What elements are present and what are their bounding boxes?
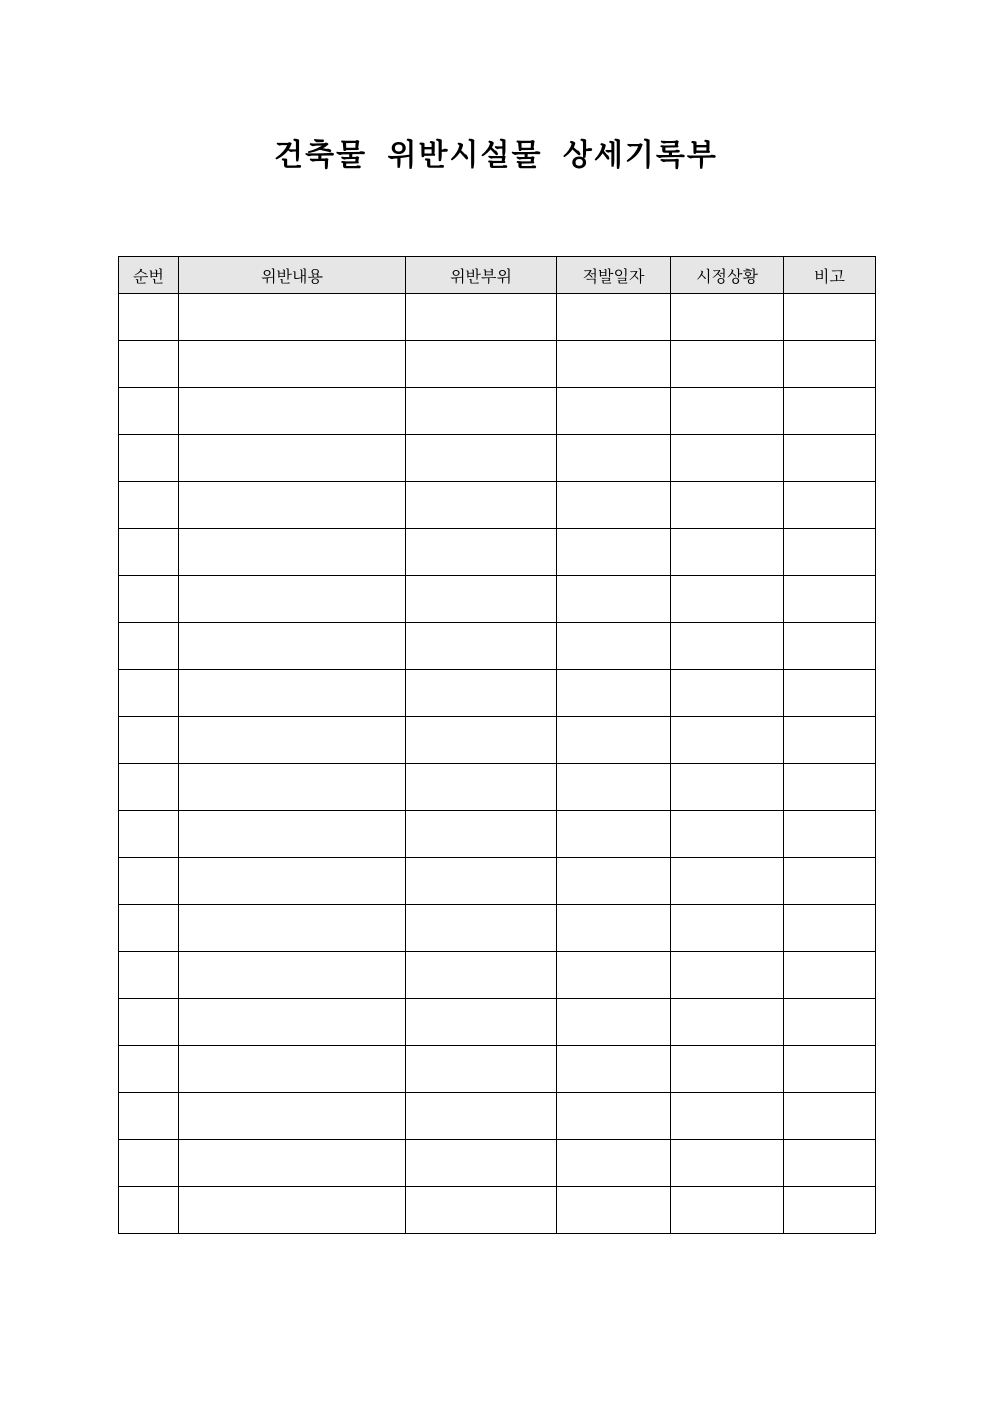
cell-remarks[interactable]: [784, 1046, 876, 1093]
table-row: [119, 529, 876, 576]
cell-number[interactable]: [119, 670, 179, 717]
cell-remarks[interactable]: [784, 717, 876, 764]
table-row: [119, 1140, 876, 1187]
cell-violation-content[interactable]: [179, 999, 406, 1046]
cell-detection-date[interactable]: [557, 341, 671, 388]
cell-violation-content[interactable]: [179, 1046, 406, 1093]
cell-detection-date[interactable]: [557, 388, 671, 435]
cell-violation-location[interactable]: [406, 811, 557, 858]
cell-correction-status[interactable]: [671, 1187, 784, 1234]
cell-remarks[interactable]: [784, 811, 876, 858]
cell-number[interactable]: [119, 717, 179, 764]
cell-remarks[interactable]: [784, 388, 876, 435]
cell-violation-location[interactable]: [406, 670, 557, 717]
cell-violation-content[interactable]: [179, 764, 406, 811]
cell-violation-content[interactable]: [179, 388, 406, 435]
cell-number[interactable]: [119, 388, 179, 435]
cell-number[interactable]: [119, 294, 179, 341]
header-correction-status: 시정상황: [671, 257, 784, 294]
cell-detection-date[interactable]: [557, 1187, 671, 1234]
cell-correction-status[interactable]: [671, 952, 784, 999]
cell-remarks[interactable]: [784, 1187, 876, 1234]
cell-violation-content[interactable]: [179, 1140, 406, 1187]
cell-violation-content[interactable]: [179, 529, 406, 576]
cell-violation-content[interactable]: [179, 1093, 406, 1140]
cell-correction-status[interactable]: [671, 294, 784, 341]
cell-violation-location[interactable]: [406, 341, 557, 388]
cell-violation-content[interactable]: [179, 717, 406, 764]
cell-violation-content[interactable]: [179, 905, 406, 952]
cell-number[interactable]: [119, 1093, 179, 1140]
cell-detection-date[interactable]: [557, 623, 671, 670]
cell-detection-date[interactable]: [557, 529, 671, 576]
cell-detection-date[interactable]: [557, 1140, 671, 1187]
cell-violation-location[interactable]: [406, 1093, 557, 1140]
cell-violation-location[interactable]: [406, 764, 557, 811]
cell-violation-location[interactable]: [406, 952, 557, 999]
table-row: [119, 858, 876, 905]
table-row: [119, 482, 876, 529]
table-row: [119, 764, 876, 811]
cell-violation-location[interactable]: [406, 1046, 557, 1093]
cell-detection-date[interactable]: [557, 670, 671, 717]
cell-correction-status[interactable]: [671, 811, 784, 858]
cell-remarks[interactable]: [784, 905, 876, 952]
cell-number[interactable]: [119, 811, 179, 858]
cell-number[interactable]: [119, 576, 179, 623]
cell-remarks[interactable]: [784, 1140, 876, 1187]
cell-correction-status[interactable]: [671, 999, 784, 1046]
cell-violation-location[interactable]: [406, 529, 557, 576]
cell-violation-content[interactable]: [179, 670, 406, 717]
table-body: [119, 294, 876, 1234]
table-row: [119, 811, 876, 858]
table-row: [119, 435, 876, 482]
cell-number[interactable]: [119, 764, 179, 811]
cell-correction-status[interactable]: [671, 1093, 784, 1140]
cell-remarks[interactable]: [784, 623, 876, 670]
cell-violation-location[interactable]: [406, 576, 557, 623]
cell-violation-location[interactable]: [406, 905, 557, 952]
header-number: 순번: [119, 257, 179, 294]
cell-violation-content[interactable]: [179, 952, 406, 999]
cell-correction-status[interactable]: [671, 529, 784, 576]
cell-remarks[interactable]: [784, 999, 876, 1046]
cell-violation-location[interactable]: [406, 717, 557, 764]
cell-detection-date[interactable]: [557, 482, 671, 529]
table-row: [119, 670, 876, 717]
cell-violation-location[interactable]: [406, 388, 557, 435]
cell-number[interactable]: [119, 858, 179, 905]
table-row: [119, 623, 876, 670]
cell-number[interactable]: [119, 482, 179, 529]
header-remarks: 비고: [784, 257, 876, 294]
cell-violation-location[interactable]: [406, 1140, 557, 1187]
cell-correction-status[interactable]: [671, 623, 784, 670]
cell-number[interactable]: [119, 435, 179, 482]
cell-number[interactable]: [119, 1140, 179, 1187]
cell-violation-content[interactable]: [179, 294, 406, 341]
cell-violation-content[interactable]: [179, 623, 406, 670]
cell-detection-date[interactable]: [557, 811, 671, 858]
cell-correction-status[interactable]: [671, 764, 784, 811]
cell-correction-status[interactable]: [671, 1046, 784, 1093]
cell-detection-date[interactable]: [557, 435, 671, 482]
table-row: [119, 388, 876, 435]
header-detection-date: 적발일자: [557, 257, 671, 294]
cell-remarks[interactable]: [784, 670, 876, 717]
cell-violation-content[interactable]: [179, 576, 406, 623]
cell-number[interactable]: [119, 341, 179, 388]
document-title: 건축물 위반시설물 상세기록부: [274, 138, 718, 173]
cell-detection-date[interactable]: [557, 1093, 671, 1140]
table-row: [119, 341, 876, 388]
violation-record-table: [118, 256, 876, 1234]
cell-number[interactable]: [119, 905, 179, 952]
cell-violation-location[interactable]: [406, 999, 557, 1046]
cell-number[interactable]: [119, 999, 179, 1046]
cell-remarks[interactable]: [784, 1093, 876, 1140]
cell-violation-content[interactable]: [179, 435, 406, 482]
cell-correction-status[interactable]: [671, 341, 784, 388]
cell-number[interactable]: [119, 1046, 179, 1093]
header-violation-content: 위반내용: [179, 257, 406, 294]
cell-remarks[interactable]: [784, 952, 876, 999]
cell-detection-date[interactable]: [557, 905, 671, 952]
cell-number[interactable]: [119, 1187, 179, 1234]
cell-correction-status[interactable]: [671, 388, 784, 435]
cell-correction-status[interactable]: [671, 858, 784, 905]
cell-remarks[interactable]: [784, 529, 876, 576]
cell-violation-location[interactable]: [406, 294, 557, 341]
cell-detection-date[interactable]: [557, 764, 671, 811]
cell-detection-date[interactable]: [557, 1046, 671, 1093]
cell-remarks[interactable]: [784, 482, 876, 529]
cell-correction-status[interactable]: [671, 435, 784, 482]
table-row: [119, 1187, 876, 1234]
table-header-row: [119, 257, 876, 294]
cell-correction-status[interactable]: [671, 670, 784, 717]
table-row: [119, 1046, 876, 1093]
cell-violation-location[interactable]: [406, 482, 557, 529]
cell-remarks[interactable]: [784, 858, 876, 905]
cell-detection-date[interactable]: [557, 952, 671, 999]
header-violation-location: 위반부위: [406, 257, 557, 294]
table-row: [119, 952, 876, 999]
cell-number[interactable]: [119, 529, 179, 576]
cell-detection-date[interactable]: [557, 576, 671, 623]
cell-remarks[interactable]: [784, 764, 876, 811]
cell-correction-status[interactable]: [671, 482, 784, 529]
cell-violation-content[interactable]: [179, 482, 406, 529]
cell-detection-date[interactable]: [557, 294, 671, 341]
cell-detection-date[interactable]: [557, 858, 671, 905]
cell-detection-date[interactable]: [557, 717, 671, 764]
table-row: [119, 1093, 876, 1140]
cell-remarks[interactable]: [784, 294, 876, 341]
cell-remarks[interactable]: [784, 576, 876, 623]
table-row: [119, 294, 876, 341]
table-row: [119, 999, 876, 1046]
table-row: [119, 576, 876, 623]
cell-correction-status[interactable]: [671, 717, 784, 764]
cell-number[interactable]: [119, 623, 179, 670]
cell-violation-content[interactable]: [179, 1187, 406, 1234]
cell-remarks[interactable]: [784, 341, 876, 388]
cell-violation-location[interactable]: [406, 1187, 557, 1234]
cell-correction-status[interactable]: [671, 576, 784, 623]
cell-violation-content[interactable]: [179, 341, 406, 388]
cell-violation-content[interactable]: [179, 858, 406, 905]
cell-violation-content[interactable]: [179, 811, 406, 858]
cell-violation-location[interactable]: [406, 623, 557, 670]
cell-correction-status[interactable]: [671, 1140, 784, 1187]
cell-remarks[interactable]: [784, 435, 876, 482]
cell-detection-date[interactable]: [557, 999, 671, 1046]
cell-correction-status[interactable]: [671, 905, 784, 952]
table-row: [119, 717, 876, 764]
cell-number[interactable]: [119, 952, 179, 999]
cell-violation-location[interactable]: [406, 435, 557, 482]
cell-violation-location[interactable]: [406, 858, 557, 905]
table-row: [119, 905, 876, 952]
